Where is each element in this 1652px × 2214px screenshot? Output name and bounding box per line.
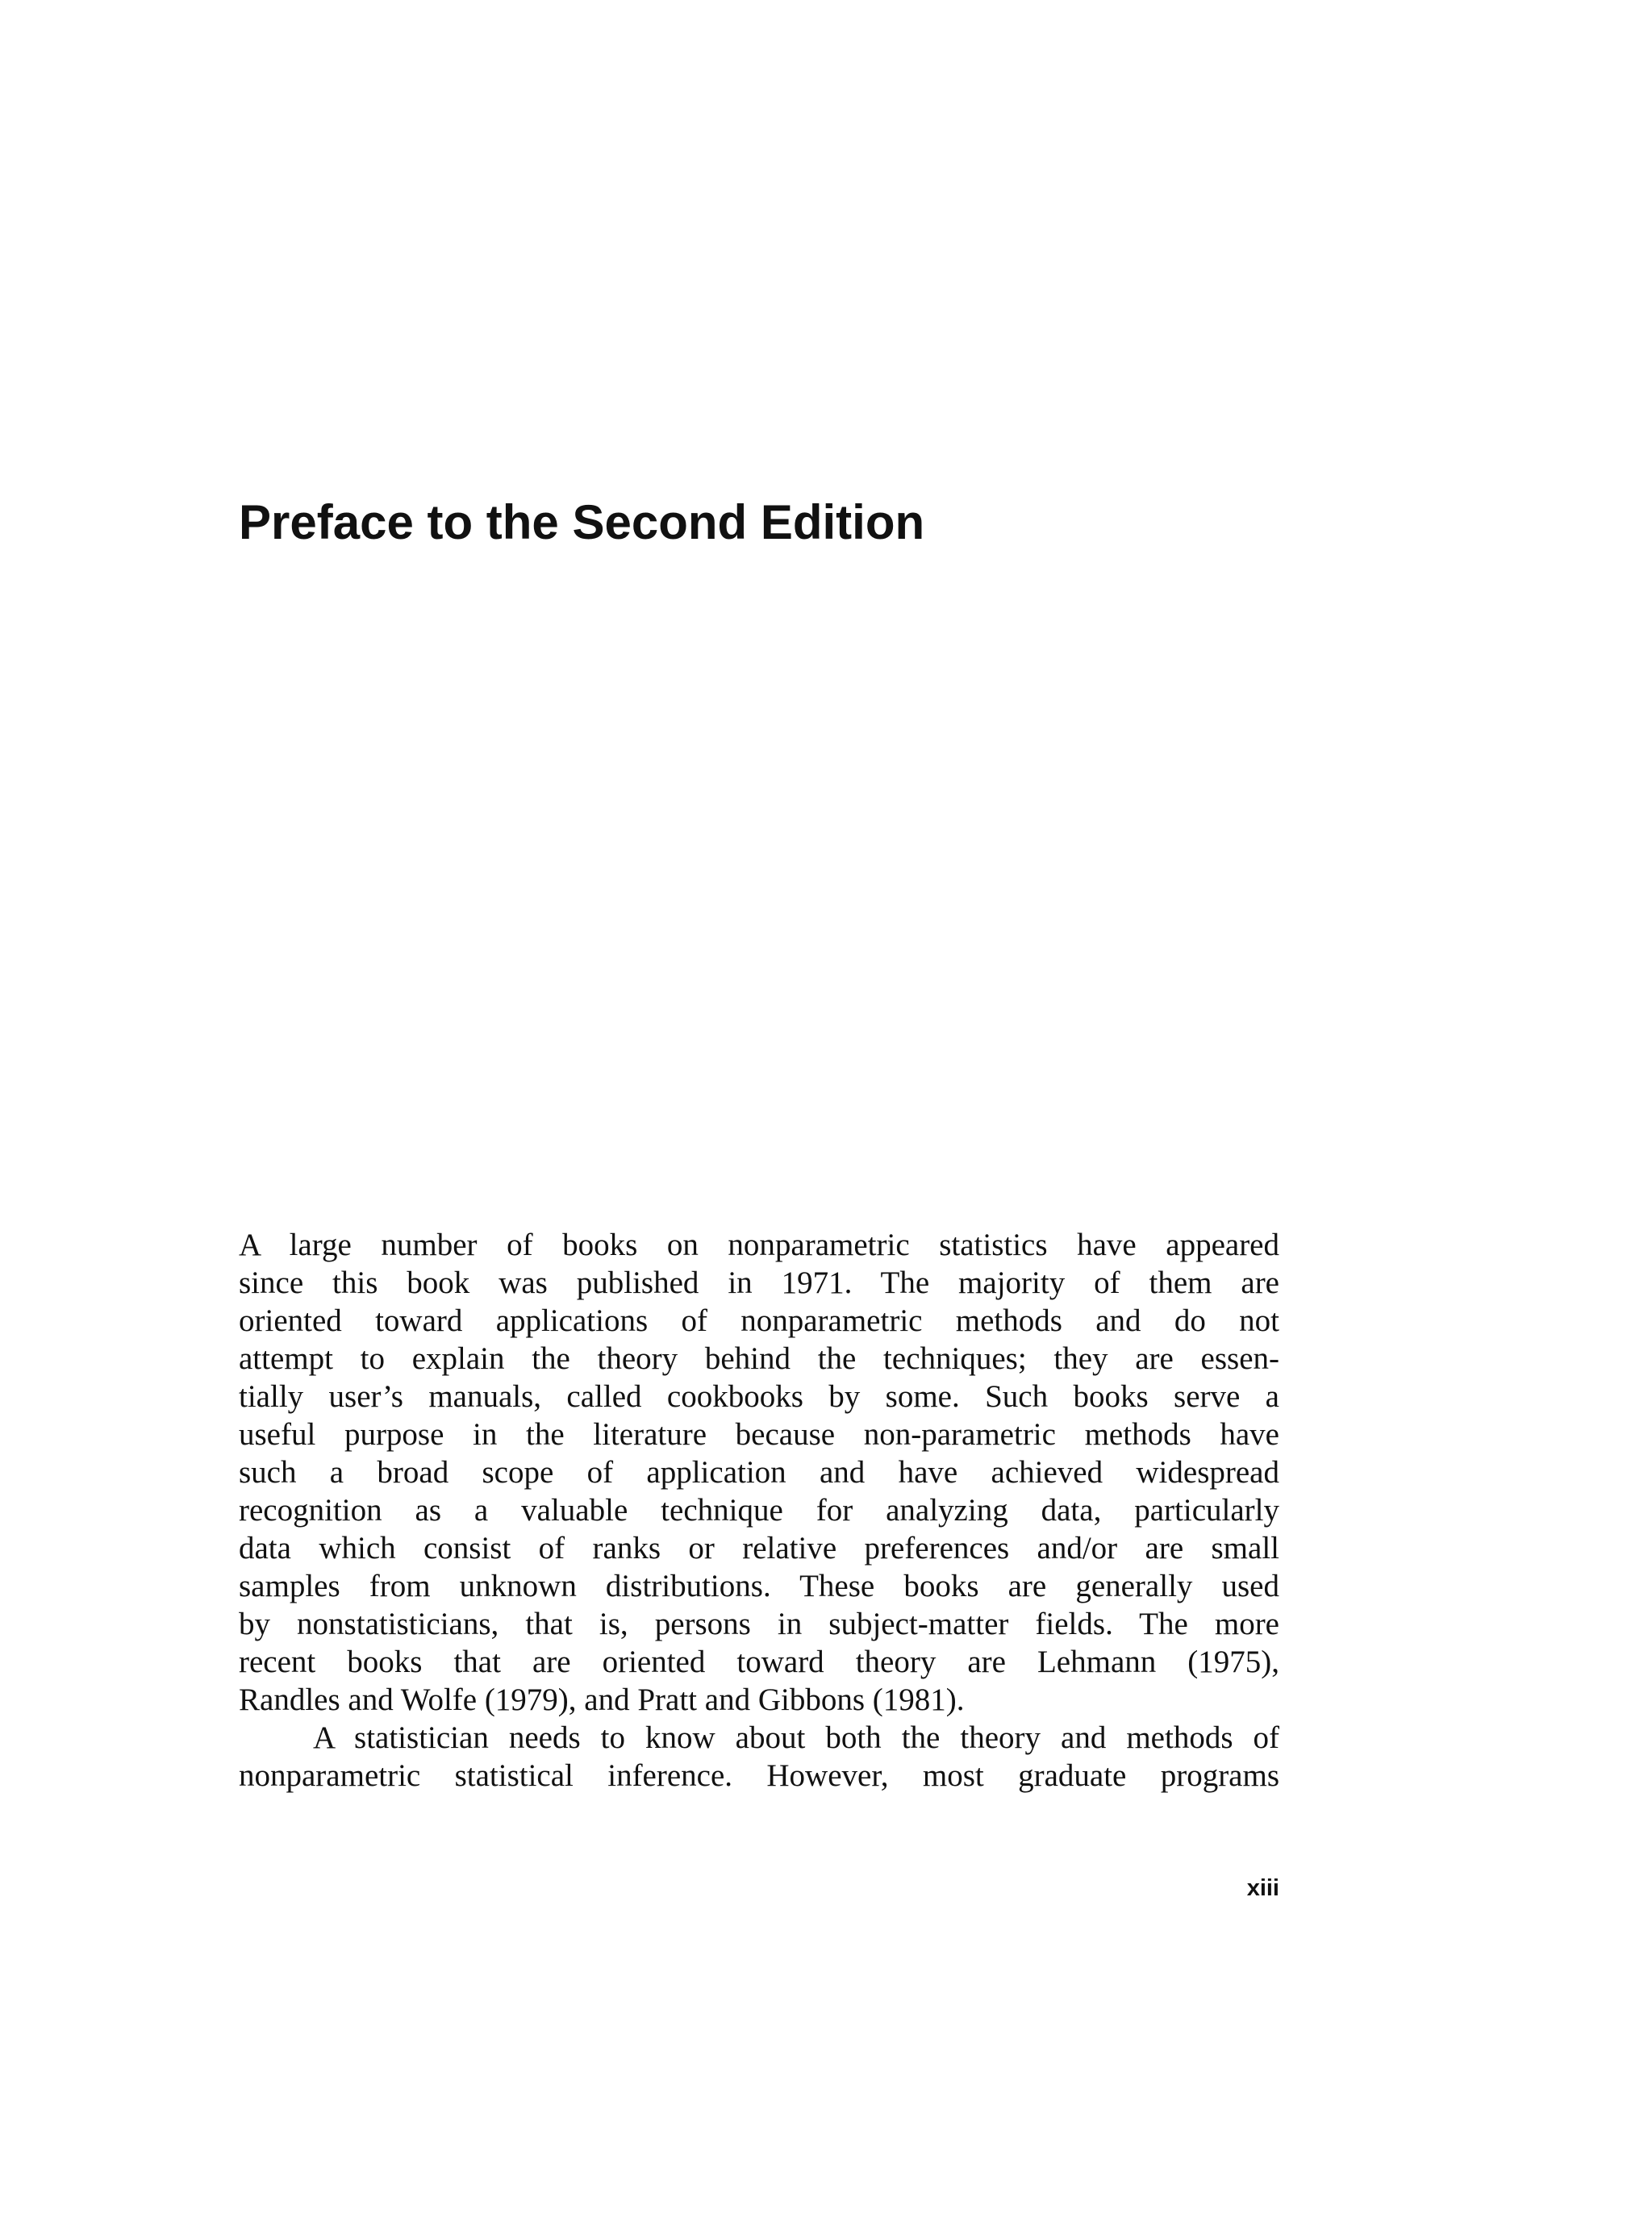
text-line: recognition as a valuable technique for analyzing data, particularly bbox=[239, 1493, 1279, 1528]
paragraph-2 bbox=[239, 1719, 1279, 1795]
text-line: A statistician needs to know about both the theory and methods of bbox=[313, 1720, 1279, 1755]
text-line: attempt to explain the theory behind the techniques; they are essen- bbox=[239, 1341, 1279, 1376]
text-line: useful purpose in the literature because non-parametric methods have bbox=[239, 1417, 1279, 1452]
text-line: A large number of books on nonparametric statistics have appeared bbox=[239, 1228, 1279, 1262]
text-line: Randles and Wolfe (1979), and Pratt and Gibbons (1981). bbox=[239, 1682, 965, 1717]
text-line: recent books that are oriented toward theory are Lehmann (1975), bbox=[239, 1645, 1279, 1679]
text-line: data which consist of ranks or relative preferences and/or are small bbox=[239, 1531, 1279, 1566]
text-line: oriented toward applications of nonparametric methods and do not bbox=[239, 1303, 1279, 1338]
text-line: tially user’s manuals, called cookbooks by some. Such books serve a bbox=[239, 1379, 1279, 1414]
text-line: such a broad scope of application and have achieved widespread bbox=[239, 1455, 1279, 1490]
text-line: since this book was published in 1971. The majority of them are bbox=[239, 1265, 1279, 1300]
text-line: samples from unknown distributions. These books are generally used bbox=[239, 1569, 1279, 1603]
text-line: nonparametric statistical inference. However, most graduate programs bbox=[239, 1758, 1279, 1793]
body-text bbox=[239, 1226, 1279, 1795]
page-number: xiii bbox=[1246, 1875, 1279, 1901]
chapter-title: Preface to the Second Edition bbox=[239, 495, 925, 549]
text-line: by nonstatisticians, that is, persons in subject-matter fields. The more bbox=[239, 1607, 1279, 1641]
paragraph-1 bbox=[239, 1226, 1279, 1719]
